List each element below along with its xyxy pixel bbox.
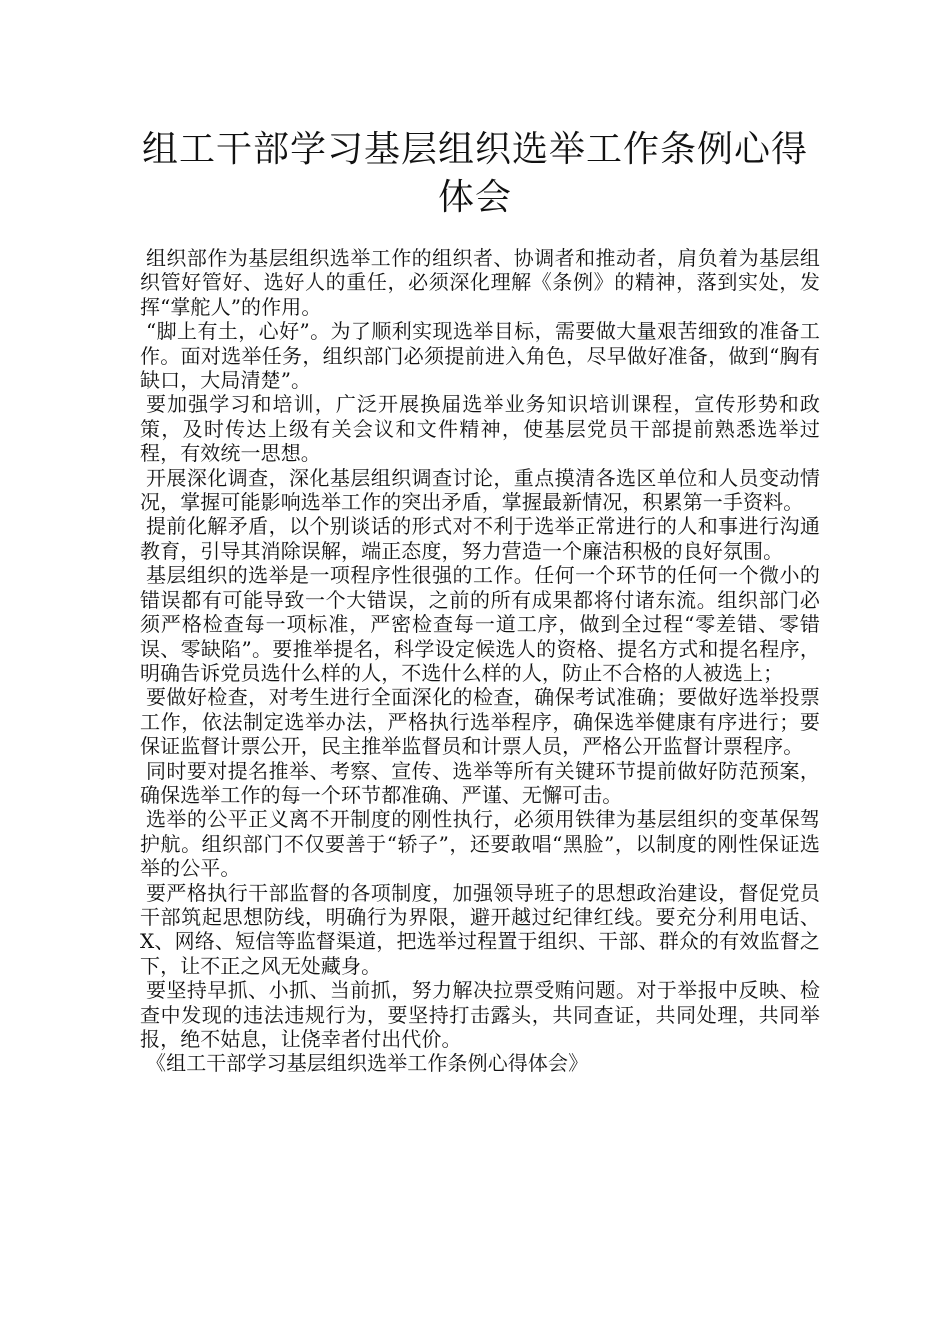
- paragraph-11: 要坚持早抓、小抓、当前抓，努力解决拉票受贿问题。对于举报中反映、检查中发现的违法违规行为，要坚持打击露头，共同查证，共同处理，共同举报，绝不姑息，让侥幸者付出代价。: [140, 978, 820, 1051]
- paragraph-5: 提前化解矛盾，以个别谈话的形式对不利于选举正常进行的人和事进行沟通教育，引导其消除误解，端正态度，努力营造一个廉洁积极的良好氛围。: [140, 514, 820, 563]
- paragraph-1: 组织部作为基层组织选举工作的组织者、协调者和推动者，肩负着为基层组织管好管好、选好人的重任，必须深化理解《条例》的精神，落到实处，发挥“掌舵人”的作用。: [140, 246, 820, 319]
- paragraph-7: 要做好检查，对考生进行全面深化的检查，确保考试准确；要做好选举投票工作，依法制定选举办法，严格执行选举程序，确保选举健康有序进行；要保证监督计票公开，民主推举监督员和计票人员，严格公开监督计票程序。: [140, 685, 820, 759]
- document-title: [120, 126, 830, 222]
- paragraph-9: 选举的公平正义离不开制度的刚性执行，必须用铁律为基层组织的变革保驾护航。组织部门不仅要善于“轿子”，还要敢唱“黑脸”，以制度的刚性保证选举的公平。: [140, 807, 820, 881]
- paragraph-6: 基层组织的选举是一项程序性很强的工作。任何一个环节的任何一个微小的错误都有可能导致一个大错误，之前的所有成果都将付诸东流。组织部门必须严格检查每一项标准，严密检查每一道工序，做到全过程“零差错、零错误、零缺陷”。要推举提名，科学设定候选人的资格、提名方式和提名程序，明确告诉党员选什么样的人，不选什么样的人，防止不合格的人被选上；: [140, 563, 820, 685]
- paragraph-2: “脚上有土，心好”。为了顺利实现选举目标，需要做大量艰苦细致的准备工作。面对选举任务，组织部门必须提前进入角色，尽早做好准备，做到“胸有缺口，大局清楚”。: [140, 319, 820, 393]
- paragraph-8: 同时要对提名推举、考察、宣传、选举等所有关键环节提前做好防范预案，确保选举工作的每一个环节都准确、严谨、无懈可击。: [140, 758, 820, 807]
- title-line-1: 组工干部学习基层组织选举工作条例心得: [141, 129, 808, 170]
- paragraph-3: 要加强学习和培训，广泛开展换届选举业务知识培训课程，宣传形势和政策，及时传达上级有关会议和文件精神，使基层党员干部提前熟悉选举过程，有效统一思想。: [140, 392, 820, 466]
- paragraph-4: 开展深化调查，深化基层组织调查讨论，重点摸清各选区单位和人员变动情况，掌握可能影响选举工作的突出矛盾，掌握最新情况，积累第一手资料。: [140, 465, 820, 515]
- title-line-2: 体会: [437, 177, 512, 218]
- paragraph-10: 要严格执行干部监督的各项制度，加强领导班子的思想政治建设，督促党员干部筑起思想防线，明确行为界限，避开越过纪律红线。要充分利用电话、X、网络、短信等监督渠道，把选举过程置于组织、干部、群众的有效监督之下，让不正之风无处藏身。: [140, 880, 820, 978]
- document-body: [140, 246, 820, 1076]
- closing-title-reference: 《组工干部学习基层组织选举工作条例心得体会》: [146, 1051, 589, 1076]
